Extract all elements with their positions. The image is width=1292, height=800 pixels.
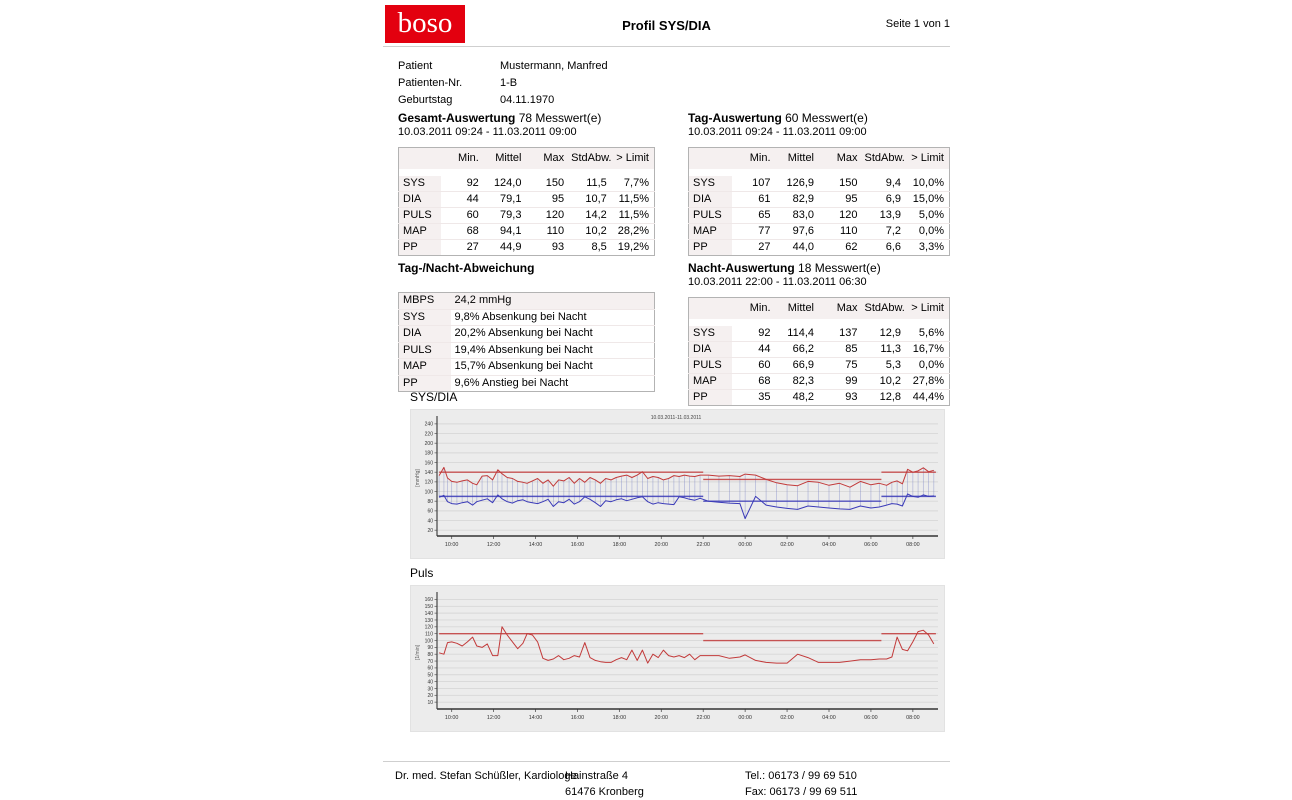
table-cell: DIA [399, 326, 451, 343]
x-tick-label: 12:00 [486, 542, 501, 548]
y-tick-label: 110 [425, 631, 433, 638]
table-row [399, 224, 655, 240]
table-cell: 93 [819, 390, 863, 406]
table-cell: 99 [819, 374, 863, 390]
x-tick-label: 06:00 [864, 542, 878, 548]
table-cell: 0,0% [906, 358, 950, 374]
y-tick-label: 140 [424, 610, 433, 617]
table-cell: 44,0 [776, 240, 820, 256]
x-tick-label: 02:00 [780, 542, 794, 548]
x-tick-label: 12:00 [486, 715, 501, 721]
table-cell: 150 [526, 176, 569, 192]
gesamt-title: Gesamt-Auswertung [398, 111, 516, 125]
report-header [383, 0, 950, 47]
table-cell: 27 [441, 240, 484, 256]
column-header: Max [836, 152, 858, 164]
table-cell: 126,9 [776, 176, 820, 192]
table-cell: 19,2% [612, 240, 655, 256]
y-tick-label: 80 [427, 499, 433, 505]
patient-value: Mustermann, Manfred [500, 60, 608, 72]
gesamt-count: 78 Messwert(e) [518, 111, 602, 125]
x-tick-label: 16:00 [570, 715, 585, 721]
y-tick-label: 90 [427, 645, 433, 652]
table-cell: 93 [526, 240, 569, 256]
patient-row [398, 58, 608, 75]
table-cell: 48,2 [776, 390, 820, 406]
x-tick-label: 00:00 [738, 542, 752, 548]
x-tick-label: 20:00 [654, 542, 669, 548]
fax: Fax: 06173 / 99 69 511 [745, 786, 858, 798]
y-tick-label: 120 [424, 624, 433, 631]
abweichung-title: Tag-/Nacht-Abweichung [398, 261, 535, 275]
gesamt-range: 10.03.2011 09:24 - 11.03.2011 09:00 [398, 126, 577, 138]
birthdate-row [398, 92, 608, 109]
x-tick-label: 08:00 [906, 715, 920, 721]
x-tick-label: 14:00 [528, 715, 543, 721]
x-tick-label: 22:00 [696, 715, 710, 721]
section-title [398, 262, 655, 275]
column-header: > Limit [616, 152, 649, 164]
x-tick-label: 02:00 [780, 715, 794, 721]
table-cell: 68 [441, 224, 484, 240]
table-cell: 6,6 [863, 240, 907, 256]
chart-date-range: 10.03.2011-11.03.2011 [650, 415, 702, 421]
table-cell: PP [689, 240, 733, 256]
table-cell: 5,0% [906, 208, 950, 224]
y-tick-label: 220 [424, 431, 433, 438]
table-cell: 107 [732, 176, 776, 192]
y-tick-label: 100 [424, 489, 433, 496]
table-cell: PULS [399, 342, 451, 359]
y-tick-label: 70 [427, 658, 433, 665]
gesamt-table [398, 147, 655, 256]
table-cell: 66,2 [776, 342, 820, 358]
column-header: StdAbw. [571, 152, 612, 164]
table-cell: 8,5 [569, 240, 612, 256]
table-row [689, 176, 950, 192]
spacer [689, 169, 950, 176]
table-cell: 60 [732, 358, 776, 374]
column-header: > Limit [911, 152, 944, 164]
table-cell: MBPS [403, 294, 435, 306]
dia-line [439, 494, 934, 519]
column-header: Mittel [787, 152, 814, 164]
column-header: Max [836, 302, 858, 314]
table-cell: 14,2 [569, 208, 612, 224]
nacht-table-slot [688, 297, 950, 406]
column-header: Mittel [495, 152, 522, 164]
table-cell: 10,2 [569, 224, 612, 240]
table-cell: 65 [732, 208, 776, 224]
table-cell: 35 [732, 390, 776, 406]
y-tick-label: 40 [427, 518, 433, 525]
table-cell: PULS [689, 358, 733, 374]
table-cell: 44 [441, 192, 484, 208]
table-row [689, 342, 950, 358]
tag-count: 60 Messwert(e) [785, 111, 868, 125]
table-cell: 11,5% [612, 208, 655, 224]
x-tick-label: 04:00 [822, 715, 836, 721]
table-cell: MAP [399, 224, 442, 240]
y-tick-label: 130 [424, 617, 433, 624]
puls-line [439, 627, 934, 663]
table-cell: 0,0% [906, 224, 950, 240]
section-nacht [688, 262, 950, 406]
table-cell: 20,2% Absenkung bei Nacht [451, 326, 655, 343]
street: Hainstraße 4 [565, 770, 628, 782]
y-tick-label: 20 [427, 693, 433, 700]
doctor-name: Dr. med. Stefan Schüßler, Kardiologe [395, 770, 577, 782]
table-row [399, 192, 655, 208]
section-gesamt [398, 112, 655, 256]
y-tick-label: 30 [427, 686, 433, 693]
table-cell: 10,7 [569, 192, 612, 208]
table-cell: MAP [689, 374, 733, 390]
section-title [688, 262, 950, 275]
table-cell: 94,1 [484, 224, 527, 240]
column-header: Max [543, 152, 565, 164]
section-title [688, 112, 950, 125]
y-tick-label: 200 [424, 441, 433, 447]
y-tick-label: 100 [424, 638, 433, 645]
city: 61476 Kronberg [565, 786, 644, 798]
patient-number-label: Patienten-Nr. [398, 77, 463, 89]
table-cell: DIA [689, 192, 733, 208]
table-cell: 83,0 [776, 208, 820, 224]
table-cell: 95 [526, 192, 569, 208]
column-header: StdAbw. [864, 152, 905, 164]
table-cell: DIA [399, 192, 442, 208]
table-row [399, 359, 655, 376]
table-cell: 12,9 [863, 326, 907, 342]
table-cell: SYS [399, 309, 451, 326]
x-tick-label: 04:00 [822, 542, 836, 548]
y-tick-label: 160 [424, 597, 433, 604]
table-row [399, 309, 655, 326]
x-tick-label: 06:00 [864, 715, 878, 721]
contact [745, 768, 857, 800]
x-tick-label: 10:00 [444, 542, 459, 548]
table-row [689, 358, 950, 374]
y-tick-label: 180 [424, 450, 433, 457]
table-cell: 24,2 mmHg [454, 294, 512, 306]
table-row [399, 293, 655, 310]
table-cell: 137 [819, 326, 863, 342]
abweichung-table [398, 292, 655, 392]
table-cell: SYS [403, 177, 426, 189]
table-cell: 27 [732, 240, 776, 256]
spacer [399, 169, 655, 176]
tag-table [688, 147, 950, 256]
table-cell: 114,4 [776, 326, 820, 342]
page-number: Seite 1 von 1 [885, 18, 950, 30]
x-tick-label: 22:00 [696, 542, 710, 548]
table-cell: 12,8 [863, 390, 907, 406]
table-cell: PP [399, 240, 442, 256]
boso-logo: boso [385, 5, 465, 43]
table-cell: 9,8% Absenkung bei Nacht [451, 309, 655, 326]
table-cell: 82,3 [776, 374, 820, 390]
tag-title: Tag-Auswertung [688, 111, 782, 125]
table-cell: PULS [689, 208, 733, 224]
x-tick-label: 00:00 [738, 715, 752, 721]
sysdia-chart-panel [410, 409, 945, 559]
table-cell: 16,7% [906, 342, 950, 358]
x-tick-label: 20:00 [654, 715, 669, 721]
table-cell: 11,5 [569, 176, 612, 192]
y-tick-label: 140 [424, 470, 433, 476]
y-axis-unit-label: [mmHg] [415, 469, 421, 487]
x-tick-label: 08:00 [906, 542, 920, 548]
table-cell: 110 [819, 224, 863, 240]
table-row [689, 390, 950, 406]
table-row [689, 326, 950, 342]
y-tick-label: 40 [427, 679, 433, 686]
page-title: Profil SYS/DIA [622, 18, 711, 33]
phone: Tel.: 06173 / 99 69 510 [745, 770, 857, 782]
table-cell: 97,6 [776, 224, 820, 240]
table-row [689, 192, 950, 208]
y-axis-unit-label: [1/min] [415, 644, 421, 661]
report-footer [383, 761, 950, 798]
nacht-table [688, 297, 950, 406]
section-tag [688, 112, 950, 256]
table-row [689, 208, 950, 224]
table-cell: 120 [819, 208, 863, 224]
x-tick-label: 16:00 [570, 542, 585, 548]
table-cell: MAP [399, 359, 451, 376]
patient-row [398, 75, 608, 92]
table-cell: PP [689, 390, 733, 406]
gesamt-table-slot [398, 147, 655, 256]
table-cell: 85 [819, 342, 863, 358]
table-cell: 68 [732, 374, 776, 390]
table-cell: 120 [526, 208, 569, 224]
column-header: StdAbw. [864, 302, 905, 314]
table-cell: 82,9 [776, 192, 820, 208]
table-cell: 44,4% [906, 390, 950, 406]
table-cell: 124,0 [484, 176, 527, 192]
tag-table-slot [688, 147, 950, 256]
patient-label: Patient [398, 60, 433, 72]
column-header [689, 148, 733, 170]
y-tick-label: 60 [427, 665, 433, 672]
table-cell: 15,0% [906, 192, 950, 208]
y-tick-label: 10 [427, 699, 433, 706]
y-tick-label: 120 [424, 479, 433, 486]
table-cell: 3,3% [906, 240, 950, 256]
y-tick-label: 150 [424, 604, 433, 611]
table-cell: 5,3 [863, 358, 907, 374]
table-cell: 9,4 [863, 176, 907, 192]
table-cell: 75 [819, 358, 863, 374]
column-header: Min. [458, 152, 479, 164]
column-header [399, 148, 442, 170]
birthdate-label: Geburtstag [398, 94, 453, 106]
table-cell: 5,6% [906, 326, 950, 342]
table-cell: 61 [732, 192, 776, 208]
sysdia-chart-label: SYS/DIA [410, 390, 458, 404]
table-cell: 60 [441, 208, 484, 224]
table-row [399, 342, 655, 359]
table-cell: 92 [441, 176, 484, 192]
table-cell: SYS [693, 327, 716, 339]
table-cell: 62 [819, 240, 863, 256]
x-tick-label: 10:00 [444, 715, 459, 721]
nacht-range: 10.03.2011 22:00 - 11.03.2011 06:30 [688, 276, 867, 288]
section-abweichung [398, 262, 655, 392]
table-row [689, 224, 950, 240]
table-cell: 15,7% Absenkung bei Nacht [451, 359, 655, 376]
table-cell: 13,9 [863, 208, 907, 224]
y-tick-label: 80 [427, 652, 433, 659]
table-row [399, 240, 655, 256]
y-tick-label: 160 [424, 460, 433, 467]
column-header [689, 298, 733, 320]
table-row [399, 326, 655, 343]
table-cell: SYS [693, 177, 716, 189]
table-cell: 44 [732, 342, 776, 358]
x-tick-label: 18:00 [612, 715, 627, 721]
table-cell: 10,0% [906, 176, 950, 192]
address [565, 768, 644, 800]
x-tick-label: 18:00 [612, 542, 627, 548]
table-cell: 77 [732, 224, 776, 240]
table-cell: PP [399, 375, 451, 392]
table-cell: 66,9 [776, 358, 820, 374]
table-cell: 95 [819, 192, 863, 208]
column-header: Min. [749, 302, 771, 314]
column-header: > Limit [911, 302, 944, 314]
table-cell: 110 [526, 224, 569, 240]
table-row [689, 374, 950, 390]
puls-chart-panel [410, 585, 945, 732]
sysdia-chart [411, 410, 946, 560]
y-tick-label: 240 [424, 421, 433, 428]
patient-info [398, 58, 608, 109]
nacht-title: Nacht-Auswertung [688, 261, 795, 275]
table-cell: 28,2% [612, 224, 655, 240]
table-cell: 27,8% [906, 374, 950, 390]
table-cell: 10,2 [863, 374, 907, 390]
patient-number-value: 1-B [500, 77, 518, 89]
birthdate-value: 04.11.1970 [500, 94, 555, 106]
table-cell: 79,3 [484, 208, 527, 224]
column-header: Min. [749, 152, 771, 164]
table-row [399, 176, 655, 192]
puls-chart-label: Puls [410, 566, 434, 580]
table-cell: 150 [819, 176, 863, 192]
table-cell: 7,2 [863, 224, 907, 240]
table-row [399, 208, 655, 224]
x-tick-label: 14:00 [528, 542, 543, 548]
puls-chart [411, 586, 946, 733]
table-cell: 44,9 [484, 240, 527, 256]
y-tick-label: 60 [427, 508, 433, 515]
table-cell: 11,5% [612, 192, 655, 208]
table-cell: 92 [732, 326, 776, 342]
table-cell: 7,7% [612, 176, 655, 192]
table-cell: 9,6% Anstieg bei Nacht [451, 375, 655, 392]
report-page [383, 0, 950, 800]
section-title [398, 112, 655, 125]
table-row [689, 240, 950, 256]
table-cell: 79,1 [484, 192, 527, 208]
table-cell: DIA [689, 342, 733, 358]
table-cell: 19,4% Absenkung bei Nacht [451, 342, 655, 359]
tag-range: 10.03.2011 09:24 - 11.03.2011 09:00 [688, 126, 867, 138]
y-tick-label: 50 [427, 672, 433, 679]
table-cell: PULS [399, 208, 442, 224]
abweichung-table-slot [398, 292, 655, 392]
spacer [689, 319, 950, 326]
y-tick-label: 20 [427, 528, 433, 534]
table-cell: MAP [689, 224, 733, 240]
nacht-count: 18 Messwert(e) [798, 261, 881, 275]
table-cell: 11,3 [863, 342, 907, 358]
sys-line [439, 467, 934, 487]
column-header: Mittel [787, 302, 814, 314]
table-cell: 6,9 [863, 192, 907, 208]
